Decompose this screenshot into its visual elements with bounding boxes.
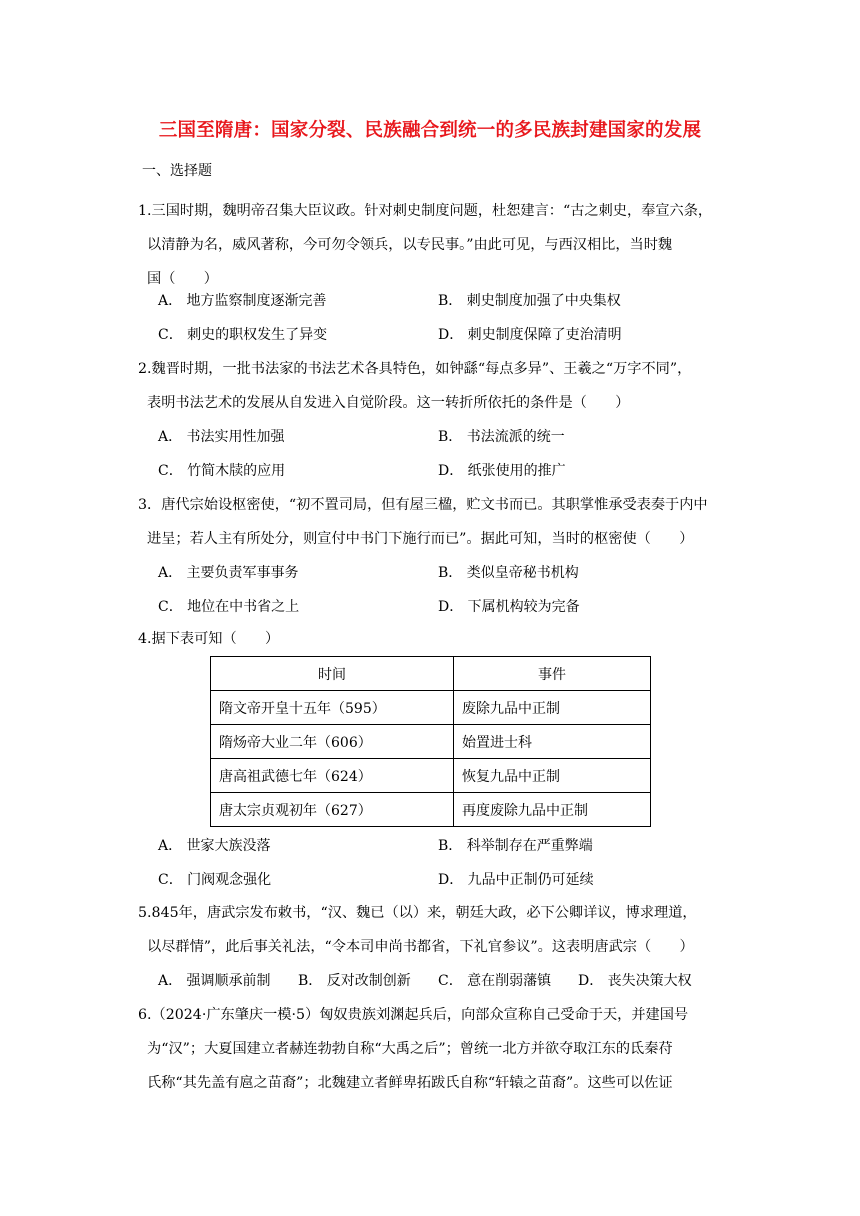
option-c[interactable]: C． 门阀观念强化 bbox=[158, 872, 272, 888]
option-d[interactable]: D． 刺史制度保障了吏治清明 bbox=[438, 327, 622, 343]
option-b[interactable]: B． 科举制存在严重弊端 bbox=[438, 838, 593, 854]
table-cell: 隋文帝开皇十五年（595） bbox=[211, 691, 454, 725]
option-a[interactable]: A． 世家大族没落 bbox=[158, 838, 271, 854]
table-cell: 再度废除九品中正制 bbox=[454, 793, 651, 827]
option-b[interactable]: B． 反对改制创新 bbox=[298, 973, 411, 989]
option-d[interactable]: D． 九品中正制仍可延续 bbox=[438, 872, 594, 888]
question-6-stem bbox=[138, 998, 736, 1100]
question-2-line-1: 2.魏晋时期，一批书法家的书法艺术各具特色，如钟繇“每点多异”、王羲之“万字不同”， bbox=[138, 361, 692, 377]
option-a[interactable]: A． 主要负责军事事务 bbox=[158, 565, 299, 581]
option-b[interactable]: B． 书法流派的统一 bbox=[438, 429, 565, 445]
option-c[interactable]: C． 竹简木牍的应用 bbox=[158, 463, 286, 479]
question-3-line-2: 进呈；若人主有所处分，则宣付中书门下施行而已”。据此可知，当时的枢密使（ ） bbox=[147, 531, 694, 547]
option-a[interactable]: A． 强调顺承前制 bbox=[158, 973, 271, 989]
question-2-stem bbox=[138, 352, 736, 420]
option-d[interactable]: D． 丧失决策大权 bbox=[578, 973, 692, 989]
option-c[interactable]: C． 刺史的职权发生了异变 bbox=[158, 327, 328, 343]
table-header-row bbox=[211, 657, 651, 691]
question-6-line-2: 为“汉”；大夏国建立者赫连勃勃自称“大禹之后”；曾统一北方并欲夺取江东的氐秦苻 bbox=[147, 1041, 673, 1057]
option-b[interactable]: B． 刺史制度加强了中央集权 bbox=[438, 293, 621, 309]
table-header-event: 事件 bbox=[454, 657, 651, 691]
table-cell: 废除九品中正制 bbox=[454, 691, 651, 725]
table-cell: 隋炀帝大业二年（606） bbox=[211, 725, 454, 759]
table-row bbox=[211, 725, 651, 759]
question-1-line-1: 1.三国时期，魏明帝召集大臣议政。针对刺史制度问题，杜恕建言：“古之刺史，奉宣六条， bbox=[138, 203, 713, 219]
option-b[interactable]: B． 类似皇帝秘书机构 bbox=[438, 565, 579, 581]
table-cell: 唐太宗贞观初年（627） bbox=[211, 793, 454, 827]
table-cell: 恢复九品中正制 bbox=[454, 759, 651, 793]
question-1-line-3: 国（ ） bbox=[147, 271, 218, 287]
option-a[interactable]: A． 书法实用性加强 bbox=[158, 429, 285, 445]
table-cell: 始置进士科 bbox=[454, 725, 651, 759]
table-cell: 唐高祖武德七年（624） bbox=[211, 759, 454, 793]
question-3-stem bbox=[138, 488, 736, 556]
question-6-line-3: 氏称“其先盖有扈之苗裔”；北魏建立者鲜卑拓跋氏自称“轩辕之苗裔”。这些可以佐证 bbox=[147, 1075, 673, 1091]
option-c[interactable]: C． 意在削弱藩镇 bbox=[438, 973, 552, 989]
question-5-stem bbox=[138, 896, 736, 964]
question-5-line-1: 5.845年，唐武宗发布敕书，“汉、魏已（以）来，朝廷大政，必下公卿详议，博求理道， bbox=[138, 905, 697, 921]
table-row bbox=[211, 793, 651, 827]
question-4-table bbox=[210, 656, 651, 827]
table-header-time: 时间 bbox=[211, 657, 454, 691]
table-row bbox=[211, 691, 651, 725]
question-3-line-1: 3．唐代宗始设枢密使，“初不置司局，但有屋三楹，贮文书而已。其职掌惟承受表奏于内中 bbox=[138, 497, 708, 513]
option-c[interactable]: C． 地位在中书省之上 bbox=[158, 599, 300, 615]
section-heading: 一、选择题 bbox=[142, 163, 212, 179]
question-4-stem bbox=[138, 622, 736, 656]
question-1-stem bbox=[138, 160, 736, 296]
question-6-line-1: 6.（2024·广东肇庆一模·5）匈奴贵族刘渊起兵后，向部众宣称自己受命于天，并建国号 bbox=[138, 1007, 689, 1023]
table-row bbox=[211, 759, 651, 793]
question-5-line-2: 以尽群情”，此后事关礼法，“令本司申尚书都省，下礼官参议”。这表明唐武宗（ ） bbox=[147, 939, 694, 955]
question-1-line-2: 以清静为名，威风著称，今可勿令领兵，以专民事。”由此可见，与西汉相比，当时魏 bbox=[147, 237, 673, 253]
question-4-line-1: 4.据下表可知（ ） bbox=[138, 631, 280, 647]
option-d[interactable]: D． 纸张使用的推广 bbox=[438, 463, 566, 479]
question-2-line-2: 表明书法艺术的发展从自发进入自觉阶段。这一转折所依托的条件是（ ） bbox=[147, 395, 630, 411]
page-title: 三国至隋唐：国家分裂、民族融合到统一的多民族封建国家的发展 bbox=[158, 120, 702, 141]
option-a[interactable]: A． 地方监察制度逐渐完善 bbox=[158, 293, 327, 309]
option-d[interactable]: D． 下属机构较为完备 bbox=[438, 599, 580, 615]
